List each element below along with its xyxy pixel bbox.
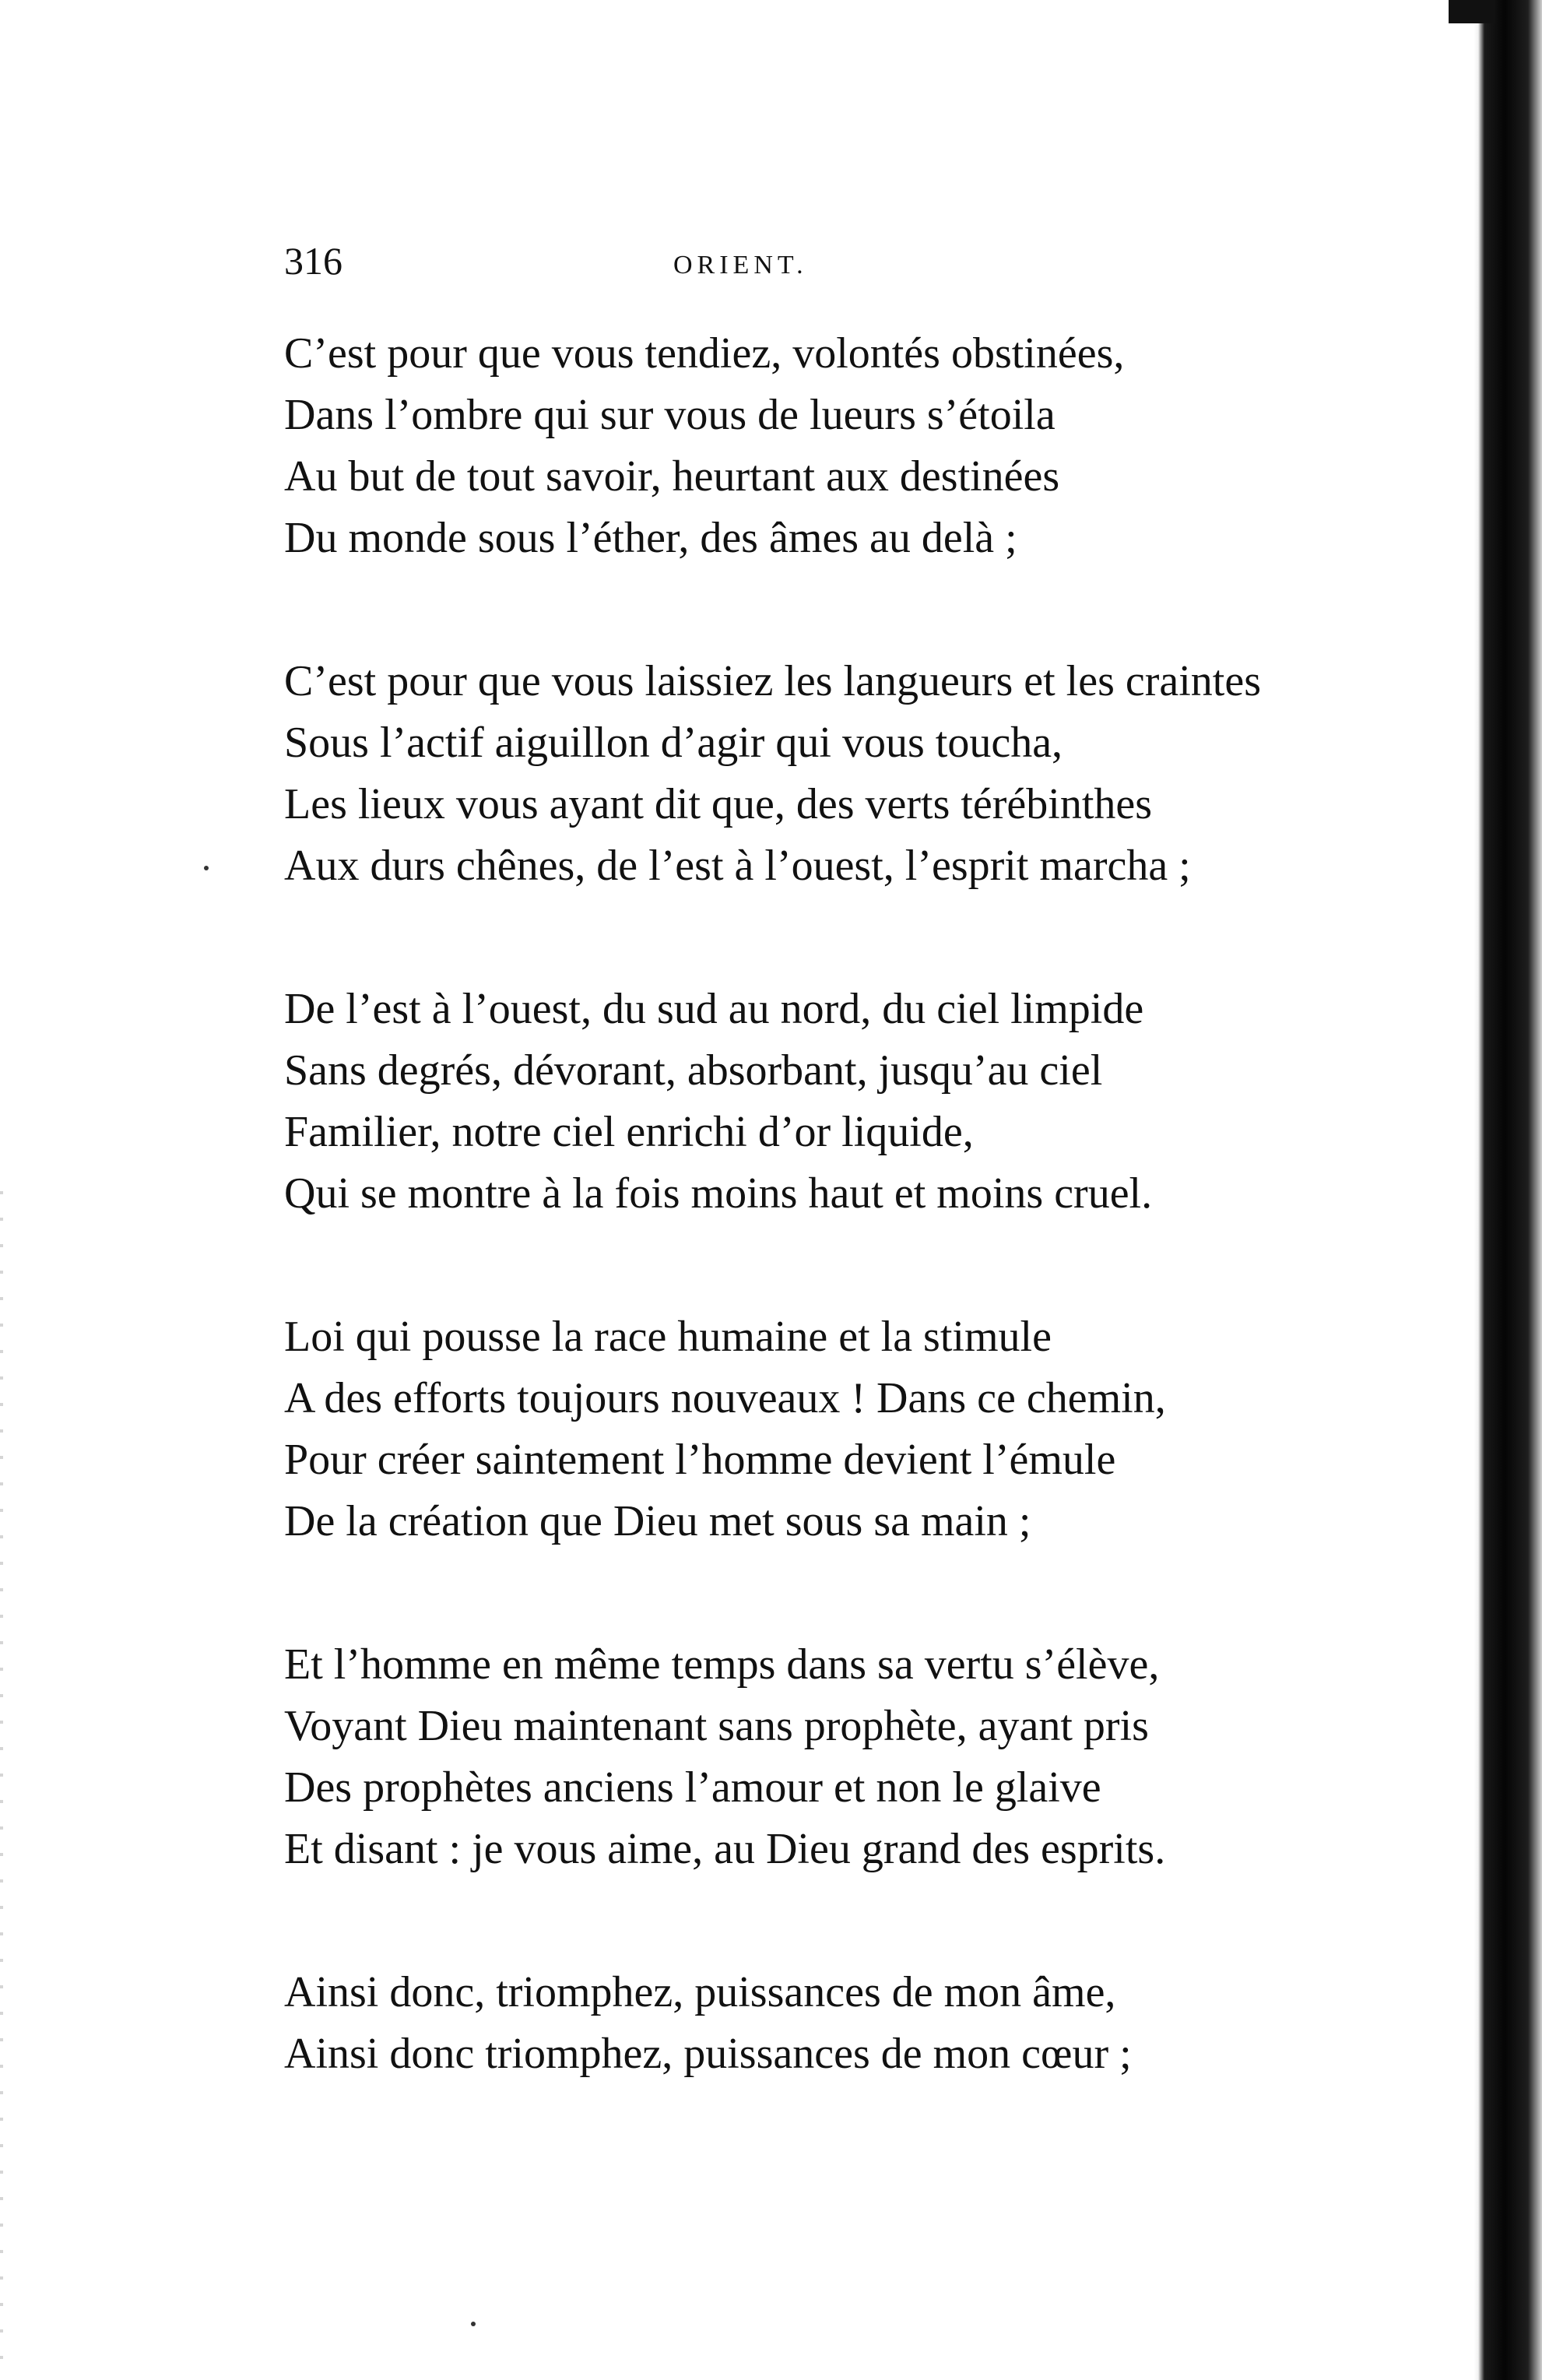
binding-shadow <box>1449 0 1495 23</box>
verse-line: Du monde sous l’éther, des âmes au delà ; <box>284 514 1017 562</box>
verse-line: C’est pour que vous tendiez, volontés obstinées, <box>284 329 1125 378</box>
verse-line: Ainsi donc triomphez, puissances de mon cœur ; <box>284 2030 1132 2078</box>
stanza <box>284 1306 1389 1552</box>
verse-line: Voyant Dieu maintenant sans prophète, ayant pris <box>284 1702 1149 1750</box>
verse-line: Loi qui pousse la race humaine et la stimule <box>284 1313 1052 1361</box>
stanza <box>284 1962 1389 2085</box>
verse-line: Sans degrés, dévorant, absorbant, jusqu’au ciel <box>284 1046 1103 1095</box>
verse-line: Qui se montre à la fois moins haut et moins cruel. <box>284 1169 1153 1218</box>
page-header <box>284 237 1296 284</box>
stanza <box>284 651 1389 897</box>
verse-line: Dans l’ombre qui sur vous de lueurs s’étoila <box>284 391 1056 439</box>
verse-line: C’est pour que vous laissiez les langueurs et les craintes <box>284 657 1261 705</box>
stanza <box>284 979 1389 1225</box>
page-edge-marks <box>0 1168 3 2380</box>
verse-line: De l’est à l’ouest, du sud au nord, du ciel limpide <box>284 985 1144 1033</box>
verse-line: Au but de tout savoir, heurtant aux destinées <box>284 452 1060 501</box>
verse-line: Des prophètes anciens l’amour et non le glaive <box>284 1763 1101 1812</box>
verse-line: De la création que Dieu met sous sa main ; <box>284 1497 1031 1545</box>
verse-line: Ainsi donc, triomphez, puissances de mon âme, <box>284 1968 1116 2016</box>
poem <box>284 323 1389 2167</box>
verse-line: Familier, notre ciel enrichi d’or liquide, <box>284 1108 974 1156</box>
verse-line: A des efforts toujours nouveaux ! Dans ce chemin, <box>284 1374 1166 1422</box>
verse-line: Et l’homme en même temps dans sa vertu s’élève, <box>284 1640 1160 1689</box>
print-speck <box>471 2322 476 2326</box>
stanza <box>284 323 1389 569</box>
page-number: 316 <box>284 239 342 283</box>
verse-line: Aux durs chênes, de l’est à l’ouest, l’esprit marcha ; <box>284 842 1191 890</box>
print-speck <box>204 866 209 870</box>
binding-edge <box>1474 0 1542 2380</box>
verse-line: Sous l’actif aiguillon d’agir qui vous toucha, <box>284 719 1063 767</box>
verse-line: Pour créer saintement l’homme devient l’émule <box>284 1436 1116 1484</box>
verse-line: Et disant : je vous aime, au Dieu grand des esprits. <box>284 1825 1166 1873</box>
stanza <box>284 1634 1389 1880</box>
verse-line: Les lieux vous ayant dit que, des verts térébinthes <box>284 780 1153 828</box>
running-head: ORIENT. <box>673 251 808 279</box>
